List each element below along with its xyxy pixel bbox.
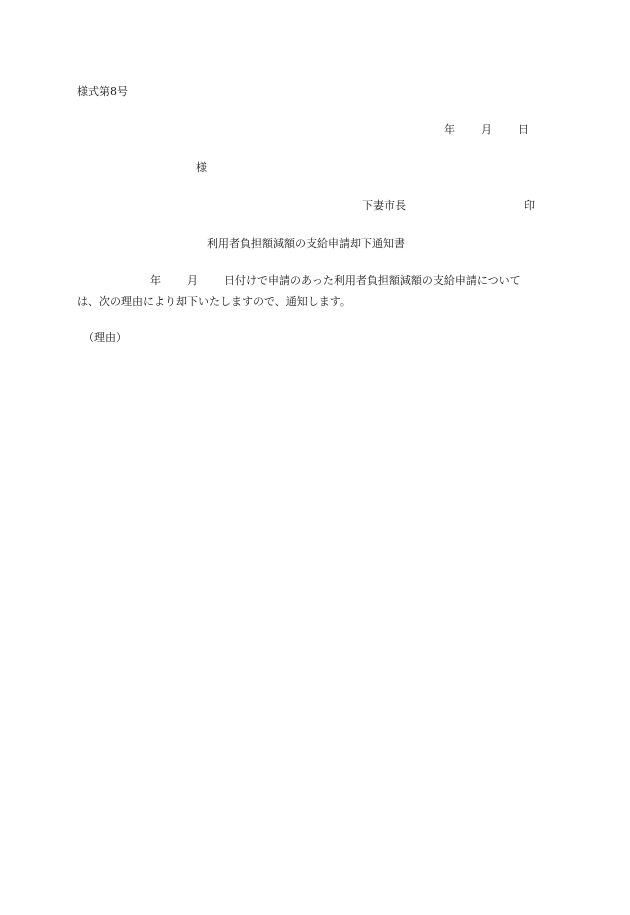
body-line-2: は、次の理由により却下いたしますので、通知します。: [77, 295, 351, 308]
body-line-1: [150, 275, 521, 286]
date-line: [444, 124, 529, 135]
addressee-suffix: 様: [196, 161, 207, 174]
body-year-label: 年: [150, 274, 161, 287]
issuer-line: [362, 200, 535, 211]
body-month-label: 月: [187, 274, 198, 287]
issuer-title: 下妻市長: [362, 199, 406, 212]
seal-mark: 印: [524, 199, 535, 212]
form-number: 様式第8号: [77, 85, 128, 98]
addressee-line: [196, 162, 207, 173]
date-day-label: 日: [518, 123, 529, 136]
document-title: 利用者負担額減額の支給申請却下通知書: [207, 237, 405, 250]
reason-label: （理由）: [83, 331, 127, 344]
date-month-label: 月: [481, 123, 492, 136]
date-year-label: 年: [444, 123, 455, 136]
body-line-1-text: 日付けで申請のあった利用者負担額減額の支給申請について: [224, 274, 521, 287]
